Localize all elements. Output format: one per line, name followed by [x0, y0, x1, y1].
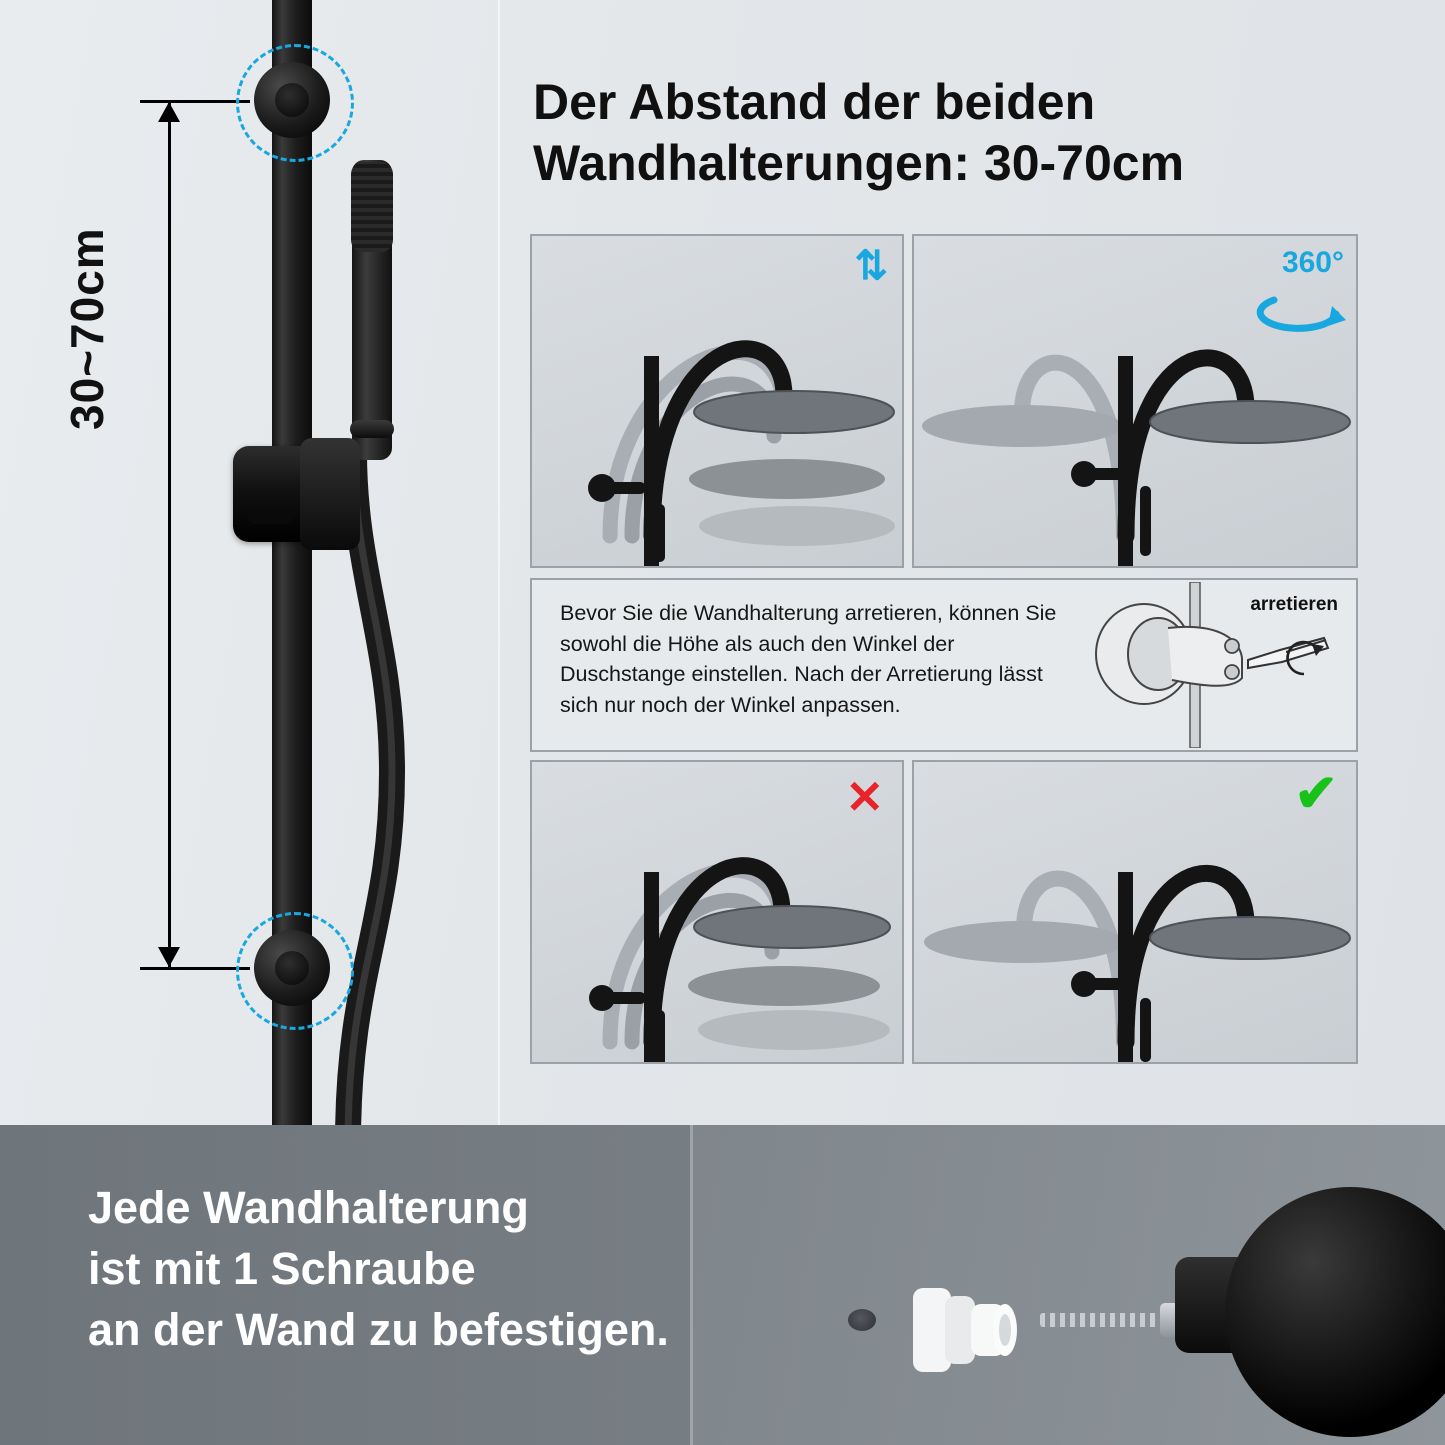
- rotation-360-badge: 360°: [1281, 246, 1344, 279]
- bottom-line-2: ist mit 1 Schraube: [88, 1243, 476, 1295]
- bottom-banner-text: [88, 1177, 908, 1361]
- headline-line-2: Wandhalterungen: 30-70cm: [533, 135, 1185, 191]
- slider-knob: [300, 438, 360, 550]
- dimension-line: [168, 100, 171, 970]
- panel-rotation-360: [912, 234, 1358, 568]
- dimension-tick-top: [140, 100, 250, 103]
- dimension-arrow-up-icon: [158, 102, 180, 122]
- up-down-arrows-icon: ⇅: [854, 244, 888, 288]
- dimension-label: 30~70cm: [61, 227, 113, 430]
- hand-shower-connector: [350, 420, 394, 438]
- highlight-ring-top-icon: [236, 44, 354, 162]
- info-note-box: [530, 578, 1358, 752]
- headline-line-1: Der Abstand der beiden: [533, 74, 1096, 130]
- bottom-line-1: Jede Wandhalterung: [88, 1182, 529, 1233]
- product-photo: [0, 0, 500, 1125]
- highlight-ring-bottom-icon: [236, 912, 354, 1030]
- bottom-banner: [0, 1125, 1445, 1445]
- bottom-line-3: an der Wand zu befestigen.: [88, 1304, 669, 1356]
- cross-mark-icon: ✕: [845, 771, 884, 823]
- screw-shaft: [1040, 1313, 1170, 1327]
- wall-hole: [848, 1309, 876, 1331]
- wall-anchor-icon: [905, 1270, 1065, 1390]
- slider-notch: [247, 508, 293, 524]
- shower-hose: [336, 452, 438, 1125]
- hand-shower-head: [351, 162, 393, 252]
- info-note-text: Bevor Sie die Wandhalterung arretieren, können Sie sowohl die Höhe als auch den Winkel der Duschstange einstellen. Nach der Arretierung lässt sich nur noch der Winkel anpassen.: [560, 601, 1057, 717]
- panel-correct-example: [912, 760, 1358, 1064]
- panel-height-adjust: [530, 234, 904, 568]
- page-title: [533, 72, 1413, 194]
- dimension-arrow-down-icon: [158, 947, 180, 967]
- panel-wrong-example: [530, 760, 904, 1064]
- arretieren-label: arretieren: [1250, 594, 1338, 615]
- dimension-tick-bottom: [140, 967, 250, 970]
- check-mark-icon: ✔: [1294, 765, 1338, 823]
